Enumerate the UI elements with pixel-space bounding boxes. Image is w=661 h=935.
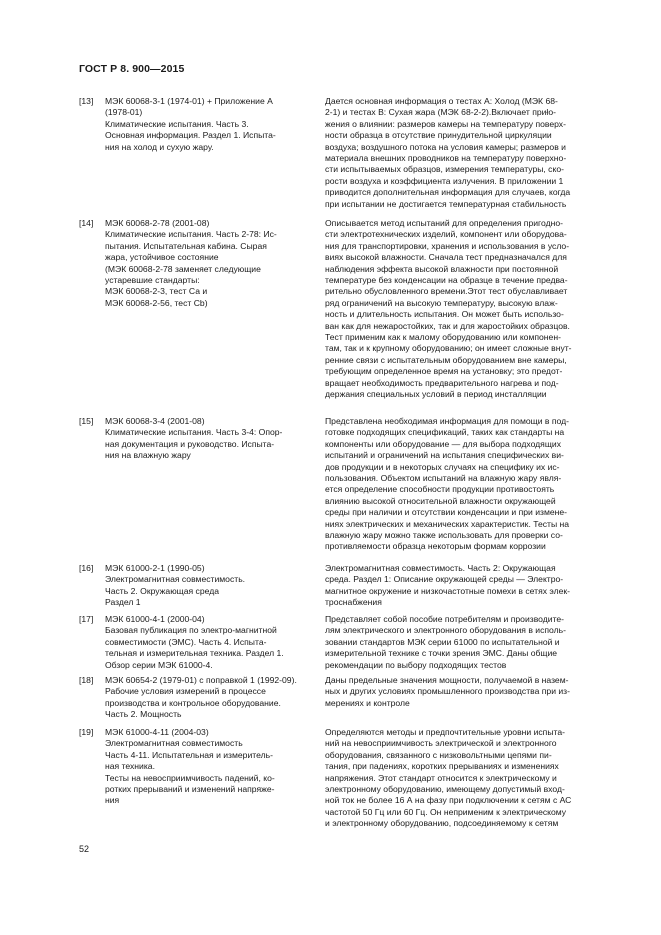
reference-number: [15] bbox=[79, 416, 94, 426]
desc-line: влиянию высокой относительной влажности окружающей bbox=[325, 495, 556, 506]
reference-source bbox=[105, 614, 317, 671]
source-line: МЭК 60068-2-56, тест Cb) bbox=[105, 297, 208, 308]
desc-line: приводится дополнительная информация для случаев, когда bbox=[325, 187, 571, 198]
source-line: Базовая публикация по электро-магнитной bbox=[105, 625, 277, 636]
desc-line: измерительной технике с точки зрения ЭМС. Даны общие bbox=[325, 648, 558, 659]
desc-line: частотой 50 Гц или 60 Гц. Он неприменим к электрическому bbox=[325, 806, 567, 817]
source-line: МЭК 60068-2-78 (2001-08) bbox=[105, 218, 210, 228]
page-number: 52 bbox=[79, 844, 90, 854]
reference-number: [19] bbox=[79, 727, 94, 737]
reference-source bbox=[105, 218, 317, 309]
desc-line: ван как для нежаростойких, так и для жаростойких образцов. bbox=[325, 320, 570, 331]
desc-line: среды при наличии и отсутствии конденсации и при измене- bbox=[325, 507, 568, 518]
desc-line: вращает необходимость предварительного нагрева и под- bbox=[325, 377, 559, 388]
desc-line: воздуха; воздушного потока на условия камеры; размеров и bbox=[325, 141, 566, 152]
desc-line: напряжения. Этот стандарт относится к электрическому и bbox=[325, 772, 557, 783]
desc-line: противляемости образца некоторым формам коррозии bbox=[325, 541, 546, 552]
reference-number: [14] bbox=[79, 218, 94, 228]
desc-line: рекомендации по выбору подходящих тестов bbox=[325, 659, 507, 670]
source-line: Обзор серии МЭК 61000-4. bbox=[105, 659, 213, 670]
desc-line: мерениях и контроле bbox=[325, 697, 410, 708]
source-line: МЭК 61000-4-1 (2000-04) bbox=[105, 614, 205, 624]
source-line: Часть 4-11. Испытательная и измеритель- bbox=[105, 749, 273, 760]
desc-line: рительно обусловленного времени.Этот тест обуславливает bbox=[325, 286, 568, 297]
desc-line: ность и длительность испытания. Он может быть использо- bbox=[325, 309, 564, 320]
desc-line: сти испытываемых образцов, измерения температуры, ско- bbox=[325, 164, 564, 175]
reference-number: [16] bbox=[79, 563, 94, 573]
reference-description bbox=[325, 675, 611, 709]
desc-line: Определяются методы и предпочтительные уровни испыта- bbox=[325, 727, 565, 737]
desc-line: Представляет собой пособие потребителям и производите- bbox=[325, 614, 565, 624]
desc-line: ренние связи с испытательным оборудованием вне камеры, bbox=[325, 354, 567, 365]
source-line: производства и контрольное оборудование. bbox=[105, 697, 281, 708]
reference-description bbox=[325, 416, 611, 553]
desc-line: магнитное окружение и низкочастотные помехи в сетях элек- bbox=[325, 585, 571, 596]
desc-line: троснабжения bbox=[325, 597, 382, 608]
reference-source bbox=[105, 416, 317, 462]
desc-line: ний на невосприимчивость электрической и электронного bbox=[325, 738, 557, 749]
desc-line: ется определение способности продукции противостоять bbox=[325, 484, 555, 495]
reference-description bbox=[325, 727, 611, 830]
source-line: МЭК 60068-3-1 (1974-01) + Приложение А bbox=[105, 96, 273, 106]
source-line: ния на холод и сухую жару. bbox=[105, 141, 214, 152]
source-line: ная техника. bbox=[105, 761, 155, 772]
reference-description bbox=[325, 563, 611, 609]
source-line: пытания. Испытательная кабина. Сырая bbox=[105, 240, 267, 251]
source-line: (1978-01) bbox=[105, 107, 143, 118]
desc-line: сти электротехнических изделий, компонент или оборудова- bbox=[325, 229, 567, 240]
source-line: Раздел 1 bbox=[105, 597, 141, 608]
desc-line: влажную жару можно также использовать для проверки со- bbox=[325, 530, 563, 541]
reference-source bbox=[105, 96, 317, 153]
reference-number: [18] bbox=[79, 675, 94, 685]
source-line: Часть 2. Окружающая среда bbox=[105, 585, 220, 596]
reference-description bbox=[325, 218, 611, 401]
desc-line: наблюдения эффекта высокой влажности при постоянной bbox=[325, 263, 559, 274]
desc-line: Дается основная информация о тестах А: Холод (МЭК 68- bbox=[325, 96, 558, 106]
source-line: тельная и измерительная техника. Раздел 1. bbox=[105, 648, 284, 659]
desc-line: оборудования, связанного с низковольтными цепями пи- bbox=[325, 749, 552, 760]
desc-line: лям электрического и электронного оборудования в исполь- bbox=[325, 625, 566, 636]
desc-line: готовке подходящих спецификаций, таких как стандарты на bbox=[325, 427, 565, 438]
desc-line: Даны предельные значения мощности, получаемой в назем- bbox=[325, 675, 569, 685]
source-line: Электромагнитная совместимость bbox=[105, 738, 243, 749]
source-line: Электромагнитная совместимость. bbox=[105, 574, 246, 585]
desc-line: Тест применим как к малому оборудованию или компонен- bbox=[325, 332, 561, 343]
source-line: ная документация и руководство. Испыта- bbox=[105, 438, 275, 449]
reference-source bbox=[105, 563, 317, 609]
desc-line: ниях электрических и механических характеристик. Тесты на bbox=[325, 518, 570, 529]
desc-line: ных и других условиях промышленного производства при из- bbox=[325, 686, 570, 697]
desc-line: испытаний и ограничений на испытания специфических ви- bbox=[325, 450, 564, 461]
source-line: МЭК 60068-2-3, тест Са и bbox=[105, 286, 208, 297]
desc-line: рости воздуха и коэффициента излучения. В приложении 1 bbox=[325, 175, 564, 186]
source-line: совместимости (ЭМС). Часть 4. Испыта- bbox=[105, 636, 267, 647]
desc-line: жения о влиянии: размеров камеры на температуру поверх- bbox=[325, 118, 566, 129]
source-line: Климатические испытания. Часть 3-4: Опор- bbox=[105, 427, 283, 438]
desc-line: ности образца в отсутствие принудительной циркуляции bbox=[325, 130, 552, 141]
desc-line: ной ток не более 16 А на фазу при подключении к сетям с АС bbox=[325, 795, 572, 806]
desc-line: зовании стандартов МЭК серии 61000 по испытательной и bbox=[325, 636, 560, 647]
desc-line: тания, при падениях, коротких прерываниях и изменениях bbox=[325, 761, 559, 772]
reference-number: [17] bbox=[79, 614, 94, 624]
desc-line: при испытании не достигается температурная стабильность bbox=[325, 198, 567, 209]
source-line: ния на влажную жару bbox=[105, 450, 191, 461]
reference-number: [13] bbox=[79, 96, 94, 106]
source-line: Рабочие условия измерений в процессе bbox=[105, 686, 266, 697]
source-line: МЭК 60654-2 (1979-01) с поправкой 1 (1992-09). bbox=[105, 675, 297, 685]
reference-description bbox=[325, 96, 611, 210]
desc-line: держания специальных условий в период инсталляции bbox=[325, 389, 547, 400]
desc-line: ряд ограничений на высокую температуру, высокую влаж- bbox=[325, 297, 558, 308]
source-line: МЭК 61000-4-11 (2004-03) bbox=[105, 727, 209, 737]
desc-line: электронному оборудованию, имеющему допустимый вход- bbox=[325, 784, 565, 795]
desc-line: Представлена необходимая информация для помощи в под- bbox=[325, 416, 569, 426]
source-line: (МЭК 60068-2-78 заменяет следующие bbox=[105, 263, 261, 274]
desc-line: 2-1) и тестах В: Сухая жара (МЭК 68-2-2).Включает приło- bbox=[325, 107, 556, 118]
source-line: жара, устойчивое состояние bbox=[105, 252, 219, 263]
source-line: Часть 2. Мощность bbox=[105, 709, 182, 720]
source-line: устаревшие стандарты: bbox=[105, 275, 200, 286]
desc-line: пользования. Объектом испытаний на влажную жару явля- bbox=[325, 473, 562, 484]
desc-line: виях высокой влажности. Сначала тест предназначался для bbox=[325, 252, 567, 263]
reference-source bbox=[105, 675, 317, 721]
desc-line: дов продукции и в некоторых случаях на специфику их ис- bbox=[325, 461, 560, 472]
desc-line: компоненты или оборудование — для выбора подходящих bbox=[325, 438, 562, 449]
source-line: МЭК 60068-3-4 (2001-08) bbox=[105, 416, 205, 426]
source-line: Климатические испытания. Часть 3. bbox=[105, 118, 249, 129]
source-line: ротких прерываний и изменений напряже- bbox=[105, 784, 275, 795]
desc-line: Описывается метод испытаний для определения пригодно- bbox=[325, 218, 563, 228]
source-line: МЭК 61000-2-1 (1990-05) bbox=[105, 563, 205, 573]
source-line: Основная информация. Раздел 1. Испыта- bbox=[105, 130, 276, 141]
desc-line: температуре без конденсации на образце в течение предва- bbox=[325, 275, 568, 286]
desc-line: там, так и к крупному оборудованию; он имеет сложные внут- bbox=[325, 343, 572, 354]
desc-line: и электронному оборудованию, подсоединяемому к сетям bbox=[325, 818, 559, 829]
desc-line: требующим определенное время на установку; это предот- bbox=[325, 366, 563, 377]
page-header: ГОСТ Р 8. 900—2015 bbox=[79, 63, 185, 75]
source-line: Тесты на невосприимчивость падений, ко- bbox=[105, 772, 275, 783]
desc-line: среда. Раздел 1: Описание окружающей среды — Электро- bbox=[325, 574, 564, 585]
source-line: Климатические испытания. Часть 2-78: Ис- bbox=[105, 229, 277, 240]
source-line: ния bbox=[105, 795, 120, 806]
reference-source bbox=[105, 727, 317, 807]
desc-line: материала внешних проводников на температуру поверхно- bbox=[325, 153, 567, 164]
desc-line: Электромагнитная совместимость. Часть 2: Окружающая bbox=[325, 563, 556, 573]
desc-line: ния для транспортировки, хранения и использования в усло- bbox=[325, 240, 570, 251]
reference-description bbox=[325, 614, 611, 671]
